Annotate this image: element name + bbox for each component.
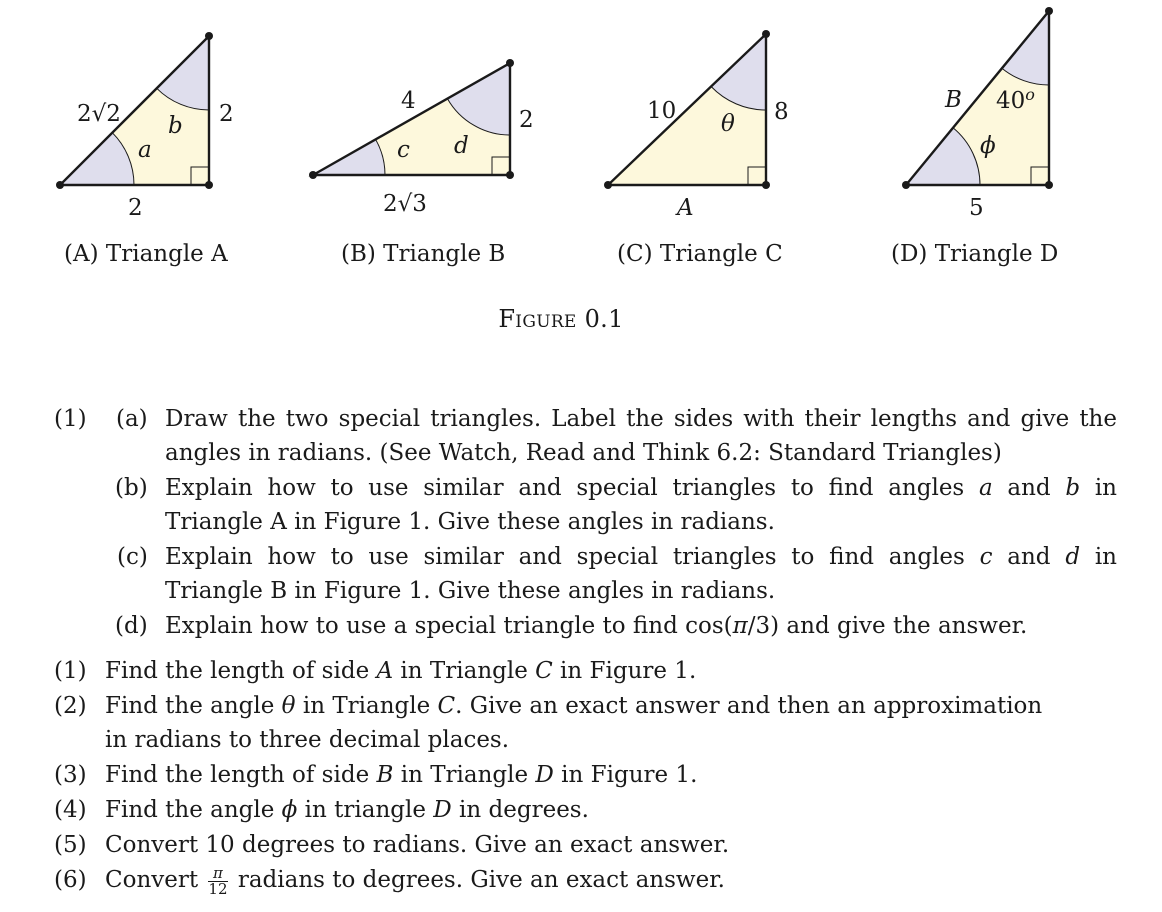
problem-1c [54,540,1124,609]
part-label: (d) [115,613,148,639]
caption-a-text: Triangle A [105,241,228,267]
fraction-pi-over-12 [208,863,228,898]
part-text-pre: Explain how to use similar and special triangles to find angles [165,475,979,501]
angle-c-label: c [397,137,410,163]
problem-number: (1) [54,658,87,684]
vert-label-a: 2 [219,101,234,127]
caption-b [341,241,505,267]
base-label-c: A [677,195,694,221]
figure-title: Figure 0.1 [498,305,624,333]
var-triangle: C [535,658,553,684]
problem-text-pre: Find the angle [105,693,282,719]
vertex-dot [762,181,770,189]
part-label: (b) [115,475,148,501]
caption-a-label: (A) [64,241,99,267]
problem-text [105,758,697,792]
vertex-dot [762,30,770,38]
problem-item [54,758,1124,793]
caption-c-label: (C) [617,241,653,267]
part-text-mid: and [992,544,1066,570]
var-triangle: C [437,693,456,719]
vert-label-c: 8 [774,99,789,125]
caption-d-label: (D) [891,241,928,267]
problem-item [54,863,1124,898]
vertex-dot [604,181,612,189]
angle-a-label: a [138,137,152,163]
problem-text-post: in Figure 1. [552,658,697,684]
fraction-numerator: π [208,867,227,882]
vertex-dot [1045,7,1053,15]
part-text-pre: Explain how to use similar and special triangles to find angles [165,544,980,570]
caption-d-text: Triangle D [934,241,1059,267]
var-side: B [376,762,394,788]
var-side: A [376,658,394,684]
var-a: a [978,475,993,501]
vertex-dot [309,171,317,179]
triangle-c [604,30,789,221]
part-text: Draw the two special triangles. Label the sides with their lengths and give the angles in radians. (See Watch, Read and Think 6.2: Standard Triangles) [165,406,1117,466]
var-triangle: D [433,797,452,823]
part-text [165,471,1117,539]
degree-sign: o [1025,85,1035,104]
fraction-denominator: 12 [208,879,228,898]
triangle-a [56,32,234,221]
angle-theta-label: θ [721,111,735,137]
part-text-mid: and [992,475,1066,501]
part-label: (a) [116,406,148,432]
vertex-dot [506,171,514,179]
part-text [165,540,1117,608]
vertex-dot [506,59,514,67]
vertex-dot [1045,181,1053,189]
problem-1d [54,609,1124,654]
hyp-label-b: 4 [401,88,416,114]
caption-c-text: Triangle C [659,241,783,267]
problem-list [54,402,1124,898]
hyp-label-d: B [945,87,962,113]
angle-b-label: b [168,113,183,139]
problem-text-mid: in Triangle [393,658,536,684]
problem-number: (5) [54,832,87,858]
problem-text-mid: in Triangle [393,762,536,788]
problem-text-pre: Find the angle [105,797,282,823]
problem-1b [54,471,1124,540]
base-label-a: 2 [128,195,143,221]
triangle-b [309,59,534,217]
problem-text [105,689,1042,723]
problem-item [54,689,1124,758]
problem-number: (1) [54,406,87,432]
part-text-post: in Triangle B in Figure 1. Give these angles in radians. [165,544,1117,604]
base-label-b: 2√3 [383,191,427,217]
part-text [165,609,1125,643]
part-text-post: in Triangle A in Figure 1. Give these angles in radians. [165,475,1117,535]
var-b: b [1065,475,1081,501]
hyp-label-c: 10 [647,98,677,124]
problem-item [54,793,1124,828]
caption-b-text: Triangle B [383,241,506,267]
caption-b-label: (B) [341,241,376,267]
vertex-dot [56,181,64,189]
angle-40-value: 40 [996,88,1026,114]
problem-number: (2) [54,693,87,719]
angle-40-wedge [1002,11,1049,85]
vertex-dot [205,181,213,189]
problem-text-post: radians to degrees. Give an exact answer. [230,867,725,893]
triangle-d [902,7,1053,221]
problem-text-line2: in radians to three decimal places. [105,727,510,753]
problem-number: (3) [54,762,87,788]
vert-label-b: 2 [519,107,534,133]
problem-text-pre: Find the length of side [105,658,377,684]
problem-text-pre: Convert [105,867,206,893]
var-theta: θ [281,693,296,719]
problem-item [54,828,1124,863]
hyp-label-a: 2√2 [77,101,121,127]
problem-item [54,654,1124,689]
problem-number: (6) [54,867,87,893]
var-triangle: D [535,762,554,788]
var-pi: π [732,613,748,639]
problem-text-post: . Give an exact answer and then an approximation [455,693,1043,719]
problem-1a [54,402,1124,471]
vertex-dot [902,181,910,189]
angle-phi-label: ϕ [980,133,996,159]
part-label: (c) [117,544,148,570]
caption-d [891,241,1058,267]
problem-text-post: in Figure 1. [553,762,698,788]
problem-text: Convert 10 degrees to radians. Give an exact answer. [105,832,730,858]
angle-d-label: d [454,133,469,159]
part-text-pre: Explain how to use a special triangle to find cos( [165,613,733,639]
problem-text-pre: Find the length of side [105,762,377,788]
problem-text [105,793,589,827]
part-text-post: /3) and give the answer. [747,613,1028,639]
problem-text-post: in degrees. [451,797,589,823]
caption-a [64,241,228,267]
var-d: d [1065,544,1081,570]
base-label-d: 5 [969,195,984,221]
caption-c [617,241,783,267]
problem-number: (4) [54,797,87,823]
vertex-dot [205,32,213,40]
problem-text-mid: in Triangle [295,693,438,719]
var-phi: ϕ [281,797,298,823]
problem-text [105,863,725,897]
problem-text-mid: in triangle [297,797,434,823]
problem-text [105,654,696,688]
var-c: c [979,544,993,570]
